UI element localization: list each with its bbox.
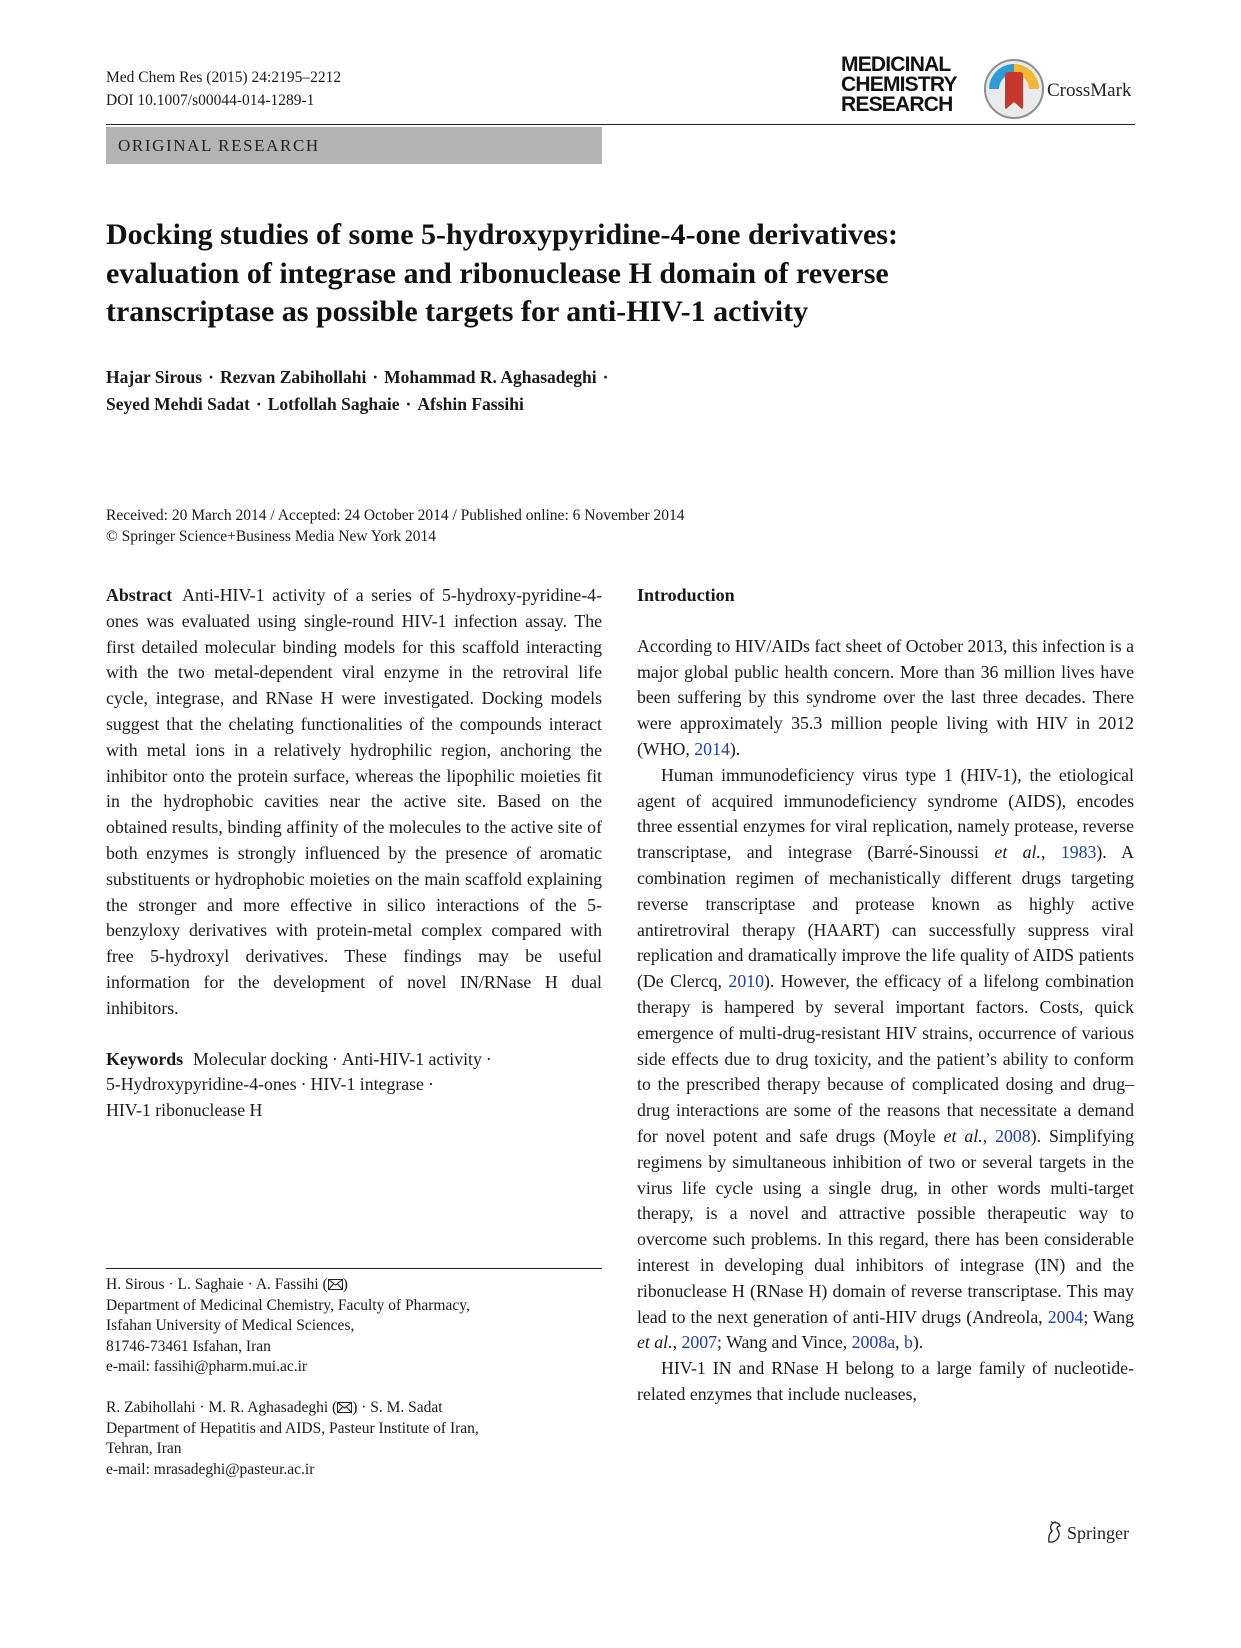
- article-title: [106, 216, 1136, 332]
- citation-link[interactable]: 1983: [1060, 842, 1097, 863]
- keyword: Molecular docking: [193, 1048, 328, 1069]
- title-line-2: evaluation of integrase and ribonuclease H domain of reverse: [106, 256, 889, 290]
- abstract-text: Anti-HIV-1 activity of a series of 5-hydroxy-pyridine-4-ones was evaluated using single-round HIV-1 infection assay. The first detailed molecular binding models for this scaffold interacting with the two metal-dependent viral enzyme in the retroviral life cycle, integrase, and RNase H were investigated. Docking models suggest that the chelating functionalities of the compounds interact with metal ions in a relatively hydrophilic region, anchoring the inhibitor onto the protein surface, whereas the lipophilic moieties fit in the hydrophobic cavities near the active site. Based on the obtained results, binding affinity of the molecules to the active site of both enzymes is strongly influenced by the presence of aromatic substituents or hydrophobic moieties on the main scaffold explaining the stronger and more effective in silico interactions of the 5-benzyloxy derivatives with protein-metal complex compared with free 5-hydroxyl derivatives. These findings may be useful information for the development of novel IN/RNase H dual inhibitors.: [106, 585, 602, 1018]
- citation-link[interactable]: 2010: [728, 971, 764, 992]
- intro-paragraph-1: According to HIV/AIDs fact sheet of October 2013, this infection is a major global public health concern. More than 36 million lives have been suffering by this syndrome over the last three decades. There were approximately 35.3 million people living with HIV in 2012 (WHO, 2014).: [637, 635, 1134, 759]
- author-name: Mohammad R. Aghasadeghi: [384, 367, 597, 387]
- keywords-label: Keywords: [106, 1048, 184, 1069]
- citation-link[interactable]: 2014: [694, 738, 730, 759]
- keyword: HIV-1 integrase: [310, 1074, 424, 1095]
- citation-link[interactable]: 2004: [1047, 1306, 1084, 1327]
- keyword: Anti-HIV-1 activity: [341, 1048, 482, 1069]
- affiliation-email[interactable]: e-mail: fassihi@pharm.mui.ac.ir: [106, 1358, 308, 1375]
- title-line-1: Docking studies of some 5-hydroxypyridine-4-one derivatives:: [106, 218, 898, 251]
- doi-line: DOI 10.1007/s00044-014-1289-1: [106, 92, 315, 109]
- abstract-label: Abstract: [106, 585, 173, 605]
- author-list: [106, 364, 1106, 418]
- affiliation-authors: R. Zabihollahi · M. R. Aghasadeghi ( ) · S. M. Sadat: [106, 1399, 443, 1416]
- brand-line-2: CHEMISTRY: [841, 73, 957, 96]
- affiliation-line: Isfahan University of Medical Sciences,: [106, 1317, 355, 1334]
- header-divider: [106, 124, 1135, 125]
- affiliation-line: Tehran, Iran: [106, 1440, 182, 1457]
- publisher-logo: [1045, 1521, 1129, 1544]
- right-column: [637, 583, 1134, 1408]
- title-line-3: transcriptase as possible targets for anti-HIV-1 activity: [106, 295, 809, 328]
- affiliation-authors: H. Sirous · L. Saghaie · A. Fassihi ( ): [106, 1276, 348, 1293]
- journal-brand-logo: [841, 55, 957, 115]
- mail-icon: [328, 1279, 343, 1290]
- affiliation-block: [106, 1398, 479, 1480]
- keyword: 5-Hydroxypyridine-4-ones: [106, 1074, 297, 1095]
- keyword: HIV-1 ribonuclease H: [106, 1100, 263, 1121]
- author-name: Rezvan Zabihollahi: [219, 367, 367, 387]
- author-name: Hajar Sirous: [106, 367, 203, 387]
- author-name: Seyed Mehdi Sadat: [106, 394, 250, 414]
- affiliation-divider: [106, 1268, 602, 1269]
- crossmark-icon[interactable]: [983, 58, 1045, 120]
- crossmark-label[interactable]: CrossMark: [1047, 80, 1132, 101]
- journal-citation-line: Med Chem Res (2015) 24:2195–2212: [106, 69, 342, 86]
- journal-reference: [106, 66, 341, 112]
- springer-horse-icon: [1045, 1521, 1063, 1543]
- citation-link[interactable]: 2008: [995, 1125, 1031, 1146]
- section-heading-introduction: Introduction: [637, 585, 735, 605]
- authors-row-1: Hajar Sirous · Rezvan Zabihollahi · Mohammad R. Aghasadeghi ·: [106, 367, 609, 387]
- author-name: Afshin Fassihi: [417, 394, 524, 414]
- left-column: [106, 583, 602, 1124]
- copyright-notice: © Springer Science+Business Media New York 2014: [106, 528, 437, 545]
- abstract: [106, 583, 602, 1022]
- publisher-name: Springer: [1067, 1523, 1129, 1543]
- mail-icon: [337, 1402, 352, 1413]
- intro-paragraph-3: HIV-1 IN and RNase H belong to a large family of nucleotide-related enzymes that include nucleases,: [637, 1358, 1134, 1404]
- history-dates: Received: 20 March 2014 / Accepted: 24 October 2014 / Published online: 6 November 2014: [106, 507, 685, 524]
- citation-link[interactable]: 2008a: [851, 1332, 896, 1353]
- affiliation-line: Department of Medicinal Chemistry, Faculty of Pharmacy,: [106, 1296, 470, 1314]
- brand-line-3: RESEARCH: [841, 93, 953, 116]
- citation-link[interactable]: b: [904, 1332, 913, 1353]
- affiliation-line: Department of Hepatitis and AIDS, Pasteur Institute of Iran,: [106, 1419, 479, 1437]
- keywords: Keywords Molecular docking · Anti-HIV-1 activity · 5-Hydroxypyridine-4-ones · HIV-1 integrase · HIV-1 ribonuclease H: [106, 1048, 492, 1121]
- article-type-banner: ORIGINAL RESEARCH: [106, 127, 602, 164]
- author-name: Lotfollah Saghaie: [267, 394, 400, 414]
- brand-line-1: MEDICINAL: [841, 53, 951, 76]
- intro-paragraph-2: Human immunodeficiency virus type 1 (HIV-1), the etiological agent of acquired immunodeficiency syndrome (AIDS), encodes three essential enzymes for viral replication, namely protease, reverse transcriptase, and integrase (Barré-Sinoussi et al., 1983). A combination regimen of mechanistically different drugs targeting reverse transcriptase and protease known as highly active antiretroviral therapy (HAART) can successfully suppress viral replication and dramatically improve the life quality of AIDS patients (De Clercq, 2010). However, the efficacy of a lifelong combination therapy is hampered by several important factors. Costs, quick emergence of multi-drug-resistant HIV strains, occurrence of various side effects due to drug toxicity, and the patient’s ability to conform to the prescribed therapy because of complicated dosing and drug–drug interactions are some of the reasons that necessitate a demand for novel potent and safe drugs (Moyle et al., 2008). Simplifying regimens by simultaneous inhibition of two or several targets in the virus life cycle using a single drug, in other words multi-target therapy, is a novel and attractive possible therapeutic way to overcome such problems. In this regard, there has been considerable interest in developing dual inhibitors of integrase (IN) and the ribonuclease H (RNase H) domain of reverse transcriptase. This may lead to the next generation of anti-HIV drugs (Andreola, 2004; Wang et al., 2007; Wang and Vince, 2008a, b).: [637, 764, 1135, 1353]
- affiliation-line: 81746-73461 Isfahan, Iran: [106, 1337, 271, 1355]
- affiliation-block: [106, 1275, 470, 1378]
- publication-dates: [106, 505, 685, 547]
- citation-link[interactable]: 2007: [681, 1332, 718, 1353]
- affiliation-email[interactable]: e-mail: mrasadeghi@pasteur.ac.ir: [106, 1460, 315, 1478]
- authors-row-2: Seyed Mehdi Sadat · Lotfollah Saghaie · Afshin Fassihi: [106, 394, 524, 414]
